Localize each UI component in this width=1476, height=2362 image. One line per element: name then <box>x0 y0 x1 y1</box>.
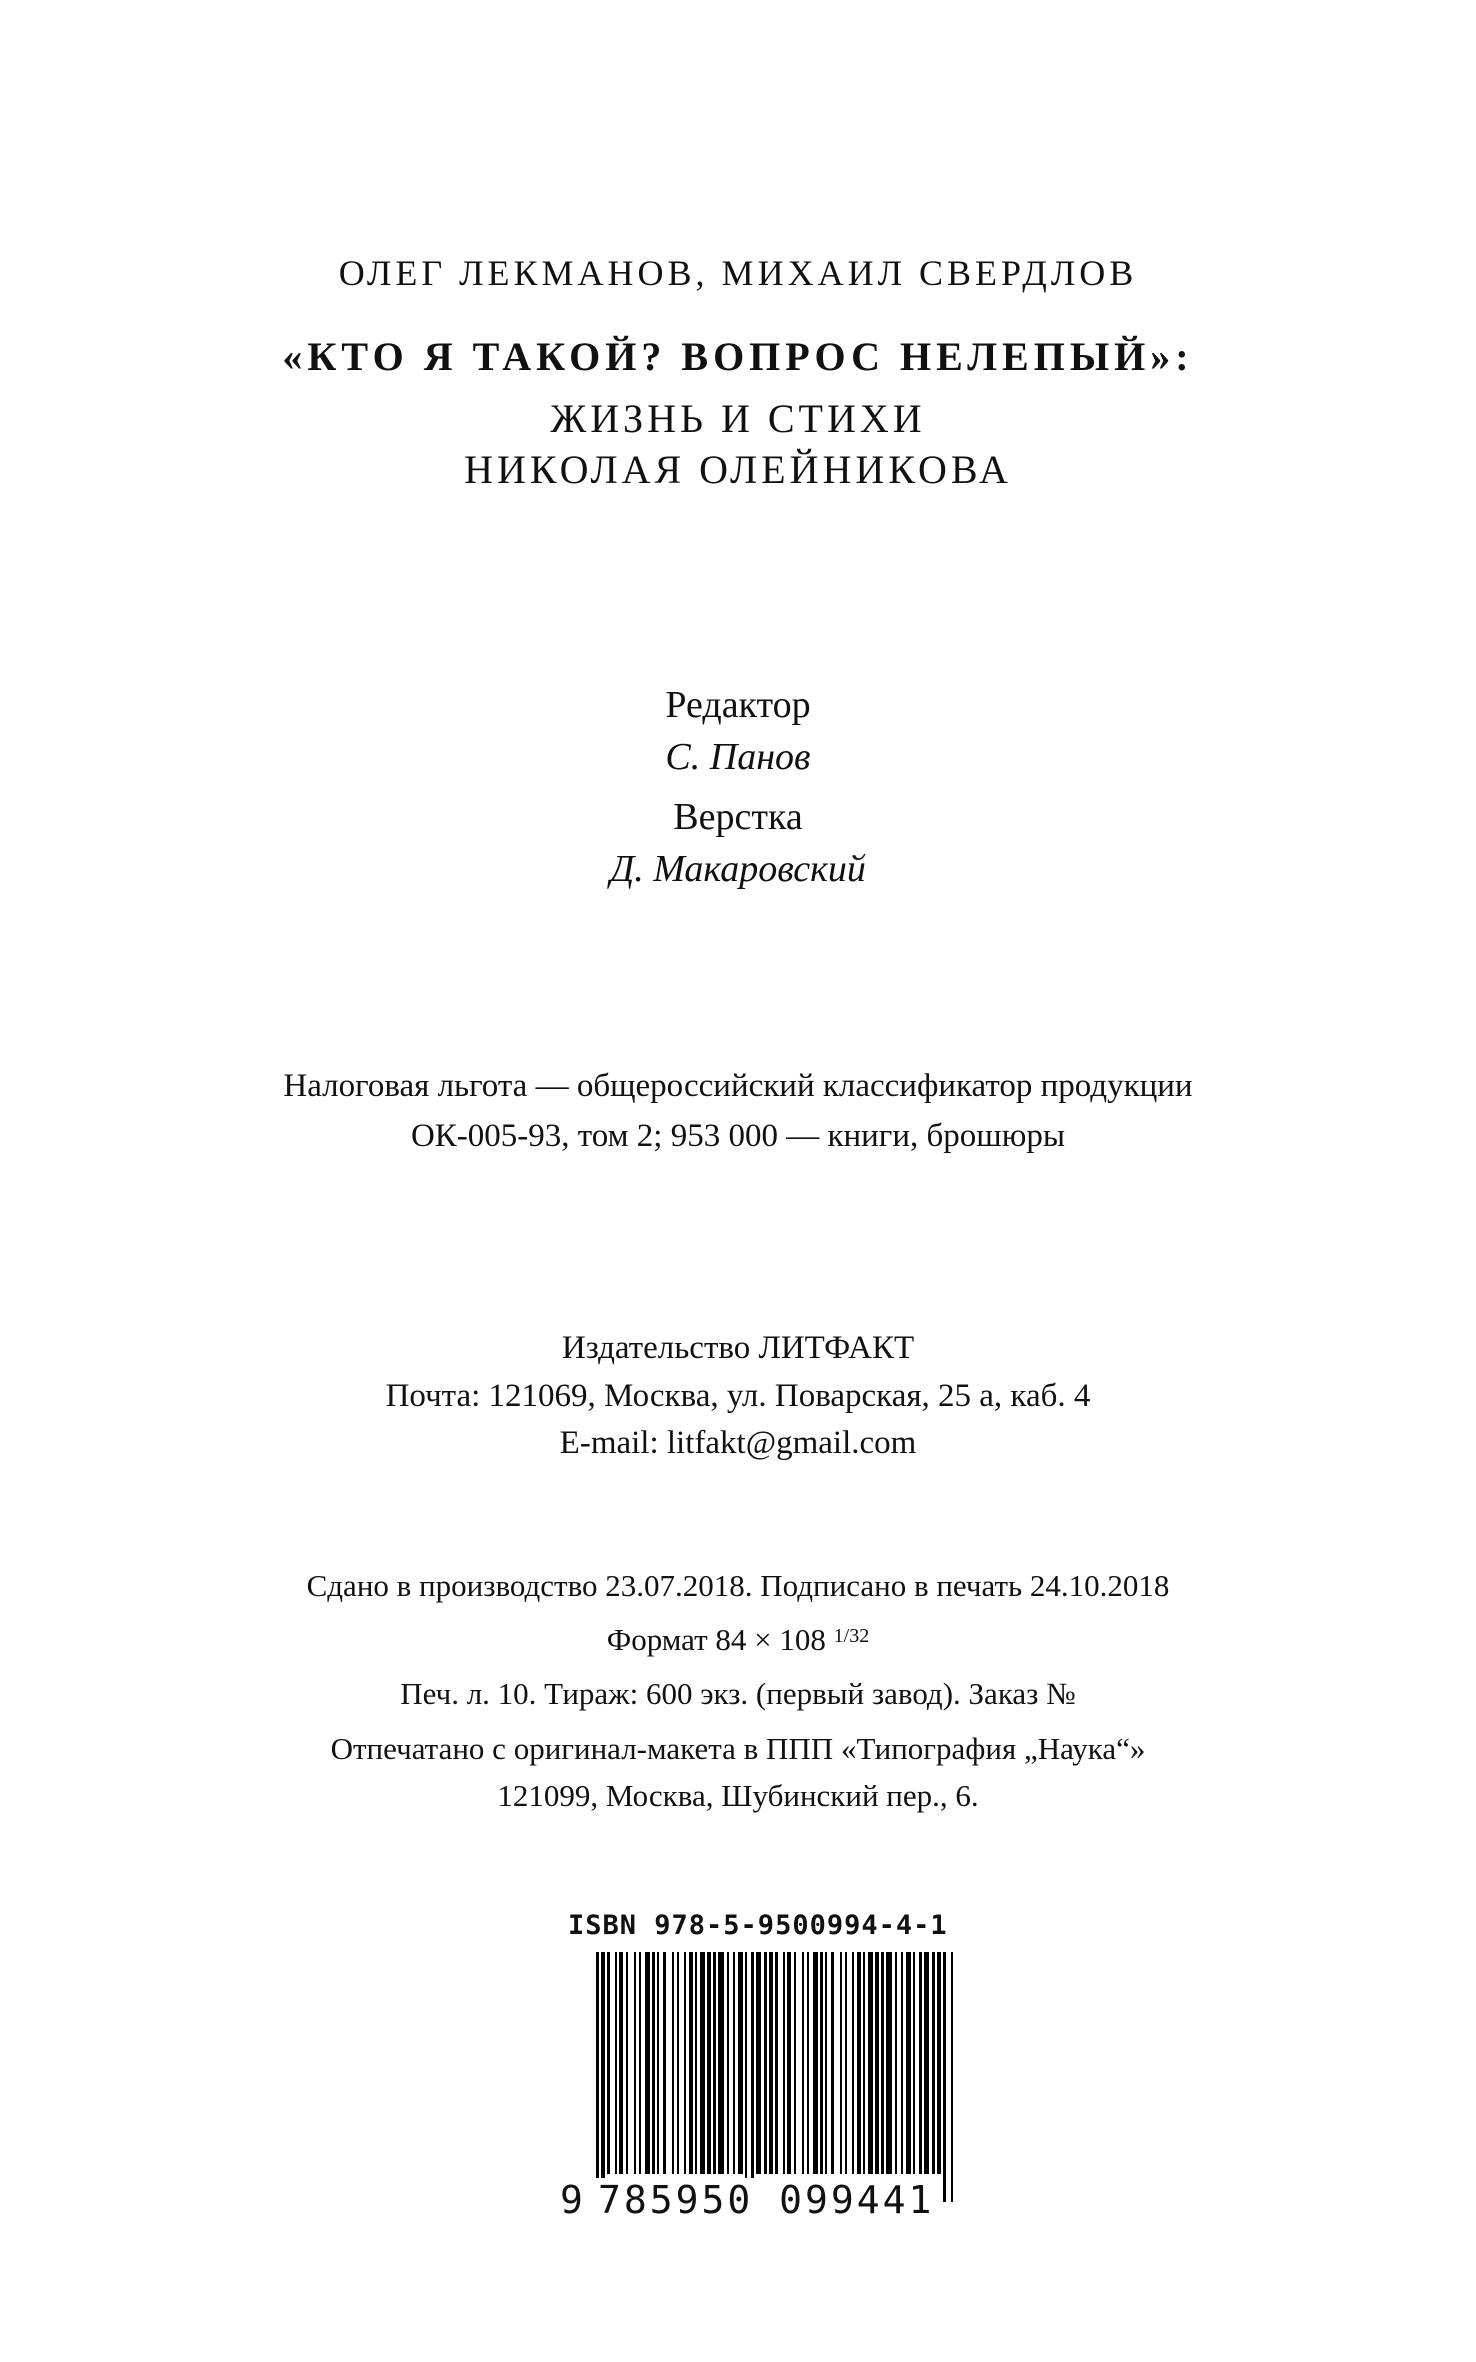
book-subtitle-line-2: НИКОЛАЯ ОЛЕЙНИКОВА <box>464 447 1012 492</box>
barcode-bar <box>657 1952 659 2174</box>
print-info: Печ. л. 10. Тираж: 600 экз. (первый завод). Заказ № <box>400 1676 1076 1711</box>
barcode-bar <box>718 1952 724 2174</box>
barcode-bar <box>868 1952 873 2174</box>
barcode-bar <box>820 1952 823 2174</box>
barcode-bar <box>733 1952 735 2174</box>
barcode-bar <box>689 1952 693 2174</box>
barcode-bar <box>672 1952 674 2174</box>
barcode-bar <box>713 1952 716 2174</box>
authors: ОЛЕГ ЛЕКМАНОВ, МИХАИЛ СВЕРДЛОВ <box>338 253 1138 293</box>
barcode-bar <box>652 1952 655 2174</box>
barcode-bar <box>751 1952 754 2202</box>
barcode-bar <box>645 1952 650 2174</box>
barcode-bar <box>951 1952 953 2202</box>
barcode-bar <box>813 1952 818 2174</box>
barcode-bar <box>937 1952 941 2174</box>
barcode-bar <box>756 1952 761 2174</box>
format-label: Формат 84 × 108 <box>606 1622 826 1657</box>
editor-name: С. Панов <box>665 736 811 778</box>
barcode-bar <box>895 1952 897 2174</box>
editor-role: Редактор <box>665 684 811 726</box>
barcode-bar <box>913 1952 915 2174</box>
barcode-bar <box>700 1952 705 2174</box>
book-title: «КТО Я ТАКОЙ? ВОПРОС НЕЛЕПЫЙ»: <box>282 334 1194 379</box>
layout-name: Д. Макаровский <box>610 848 866 890</box>
barcode-bar <box>825 1952 827 2174</box>
publisher-email: E-mail: litfakt@gmail.com <box>559 1425 917 1461</box>
barcode-first-digit: 9 <box>560 2178 583 2222</box>
barcode-bar <box>886 1952 892 2174</box>
barcode-bar <box>875 1952 879 2174</box>
barcode-bar <box>794 1952 796 2174</box>
barcode-bar <box>906 1952 911 2174</box>
barcode-bar <box>634 1952 636 2174</box>
barcode-bar <box>783 1952 785 2174</box>
barcode-bar <box>615 1952 617 2174</box>
format-fraction: 1/32 <box>833 1625 870 1647</box>
barcode-bar <box>619 1952 623 2174</box>
barcode-bar <box>769 1952 773 2174</box>
barcode-bar <box>601 1952 605 2202</box>
barcode-bar <box>764 1952 767 2174</box>
barcode-rest-digits: 785950 099441 <box>598 2178 935 2222</box>
layout-role: Верстка <box>673 796 803 838</box>
barcode-bar <box>901 1952 903 2174</box>
barcode-bar <box>807 1952 809 2174</box>
barcode-bar <box>707 1952 711 2174</box>
barcode-bar <box>677 1952 679 2174</box>
publisher-address: Почта: 121069, Москва, ул. Поварская, 25 а, каб. 4 <box>385 1378 1091 1414</box>
publisher-name: Издательство ЛИТФАКТ <box>561 1330 915 1366</box>
tax-note-line-2: ОК-005-93, том 2; 953 000 — книги, брошюры <box>410 1118 1066 1154</box>
isbn-label: ISBN 978-5-9500994-4-1 <box>568 1910 948 1941</box>
barcode-bar <box>863 1952 865 2174</box>
barcode-bar <box>596 1952 599 2202</box>
barcode-bar <box>607 1952 610 2174</box>
tax-note-line-1: Налоговая льгота — общероссийский классификатор продукции <box>283 1068 1193 1104</box>
barcode-bar <box>738 1952 743 2174</box>
barcode-bar <box>943 1952 946 2202</box>
barcode-bar <box>695 1952 697 2174</box>
barcode-bar <box>639 1952 641 2174</box>
barcode-bar <box>840 1952 842 2174</box>
isbn-barcode <box>560 1910 960 2240</box>
barcode-bar <box>787 1952 791 2174</box>
barcode-bar <box>626 1952 628 2174</box>
barcode-bar <box>845 1952 847 2174</box>
printer-address: 121099, Москва, Шубинский пер., 6. <box>497 1778 979 1813</box>
barcode-bar <box>663 1952 666 2174</box>
barcode-bar <box>684 1952 686 2174</box>
barcode-bar <box>932 1952 935 2174</box>
book-subtitle-line-1: ЖИЗНЬ И СТИХИ <box>550 396 926 441</box>
barcode-bar <box>881 1952 884 2174</box>
barcode-bar <box>924 1952 929 2174</box>
barcode-bar <box>857 1952 861 2174</box>
barcode-bar <box>831 1952 834 2174</box>
barcode-bar <box>802 1952 804 2174</box>
barcode-bars <box>560 1952 960 2212</box>
format-line <box>0 1622 1476 1658</box>
barcode-bar <box>727 1952 729 2174</box>
barcode-bar <box>852 1952 854 2174</box>
barcode-bar <box>745 1952 747 2202</box>
printer-name: Отпечатано с оригинал-макета в ППП «Типография „Наука“» <box>330 1731 1146 1766</box>
barcode-bar <box>775 1952 778 2174</box>
production-dates: Сдано в производство 23.07.2018. Подписано в печать 24.10.2018 <box>306 1568 1170 1603</box>
barcode-bar <box>919 1952 922 2174</box>
